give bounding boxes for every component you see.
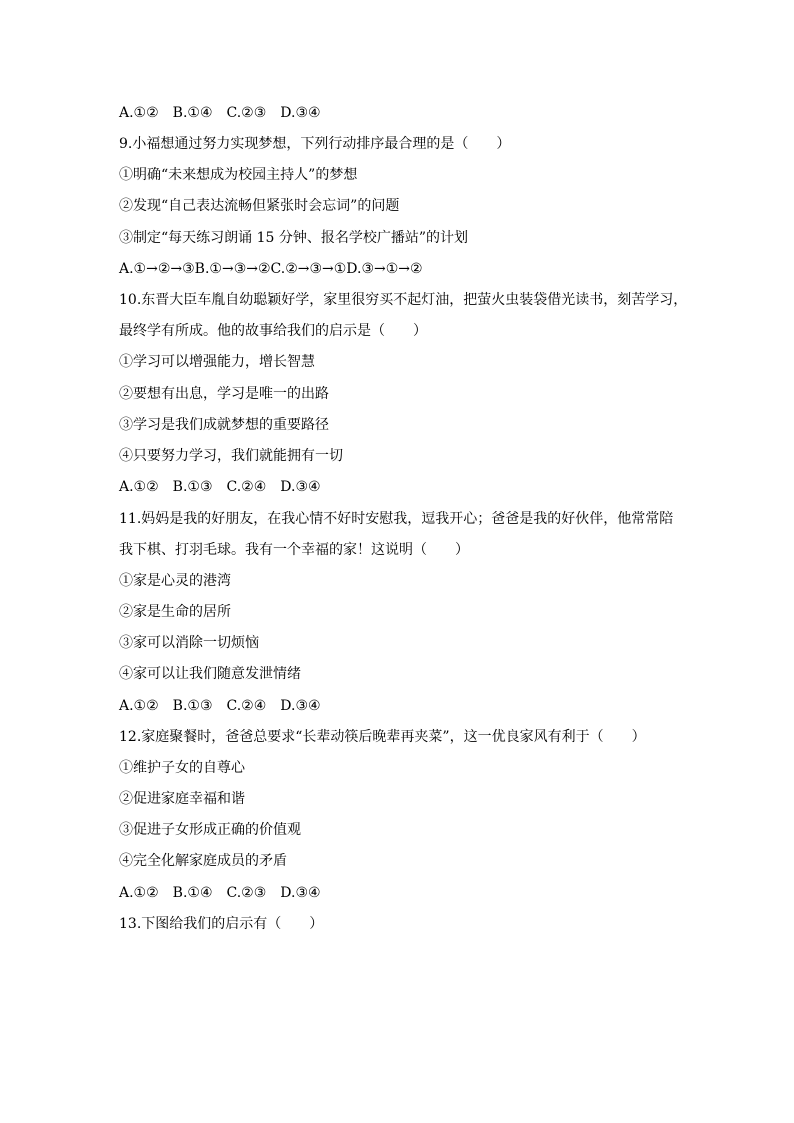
q8-answer-options: A.①② B.①④ C.②③ D.③④	[119, 105, 321, 121]
q11-stem-line-1: 11.妈妈是我的好朋友，在我心情不好时安慰我，逗我开心；爸爸是我的好伙伴，他常常陪	[119, 511, 674, 527]
q12-statement-1: ①维护子女的自尊心	[119, 760, 245, 776]
q12-statement-3: ③促进子女形成正确的价值观	[119, 822, 301, 838]
q10-statement-1: ①学习可以增强能力，增长智慧	[119, 354, 315, 370]
q12-statement-2: ②促进家庭幸福和谐	[119, 791, 245, 807]
q13-stem: 13.下图给我们的启示有（ ）	[119, 916, 324, 932]
q11-statement-3: ③家可以消除一切烦恼	[119, 635, 259, 651]
q9-stem: 9.小福想通过努力实现梦想，下列行动排序最合理的是（ ）	[119, 136, 511, 152]
q9-statement-1: ①明确“未来想成为校园主持人”的梦想	[119, 167, 358, 183]
q11-statement-4: ④家可以让我们随意发泄情绪	[119, 666, 301, 682]
q10-stem-line-2: 最终学有所成。他的故事给我们的启示是（ ）	[119, 323, 427, 339]
q10-statement-3: ③学习是我们成就梦想的重要路径	[119, 417, 329, 433]
q12-stem: 12.家庭聚餐时，爸爸总要求“长辈动筷后晚辈再夹菜”，这一优良家风有利于（ ）	[119, 729, 646, 745]
q10-answer-options: A.①② B.①③ C.②④ D.③④	[119, 479, 321, 495]
q10-statement-2: ②要想有出息，学习是唯一的出路	[119, 386, 329, 402]
q9-answer-options: A.①→②→③B.①→③→②C.②→③→①D.③→①→②	[119, 261, 423, 277]
q12-statement-4: ④完全化解家庭成员的矛盾	[119, 853, 287, 869]
q10-stem-line-1: 10.东晋大臣车胤自幼聪颖好学，家里很穷买不起灯油，把萤火虫装袋借光读书，刻苦学习，	[119, 292, 688, 308]
q9-statement-3: ③制定“每天练习朗诵 15 分钟、报名学校广播站”的计划	[119, 230, 469, 246]
q11-answer-options: A.①② B.①③ C.②④ D.③④	[119, 698, 321, 714]
q12-answer-options: A.①② B.①④ C.②③ D.③④	[119, 885, 321, 901]
q11-stem-line-2: 我下棋、打羽毛球。我有一个幸福的家！这说明（ ）	[119, 542, 469, 558]
q11-statement-1: ①家是心灵的港湾	[119, 573, 231, 589]
q11-statement-2: ②家是生命的居所	[119, 604, 231, 620]
q9-statement-2: ②发现“自己表达流畅但紧张时会忘词”的问题	[119, 198, 400, 214]
q10-statement-4: ④只要努力学习，我们就能拥有一切	[119, 448, 343, 464]
